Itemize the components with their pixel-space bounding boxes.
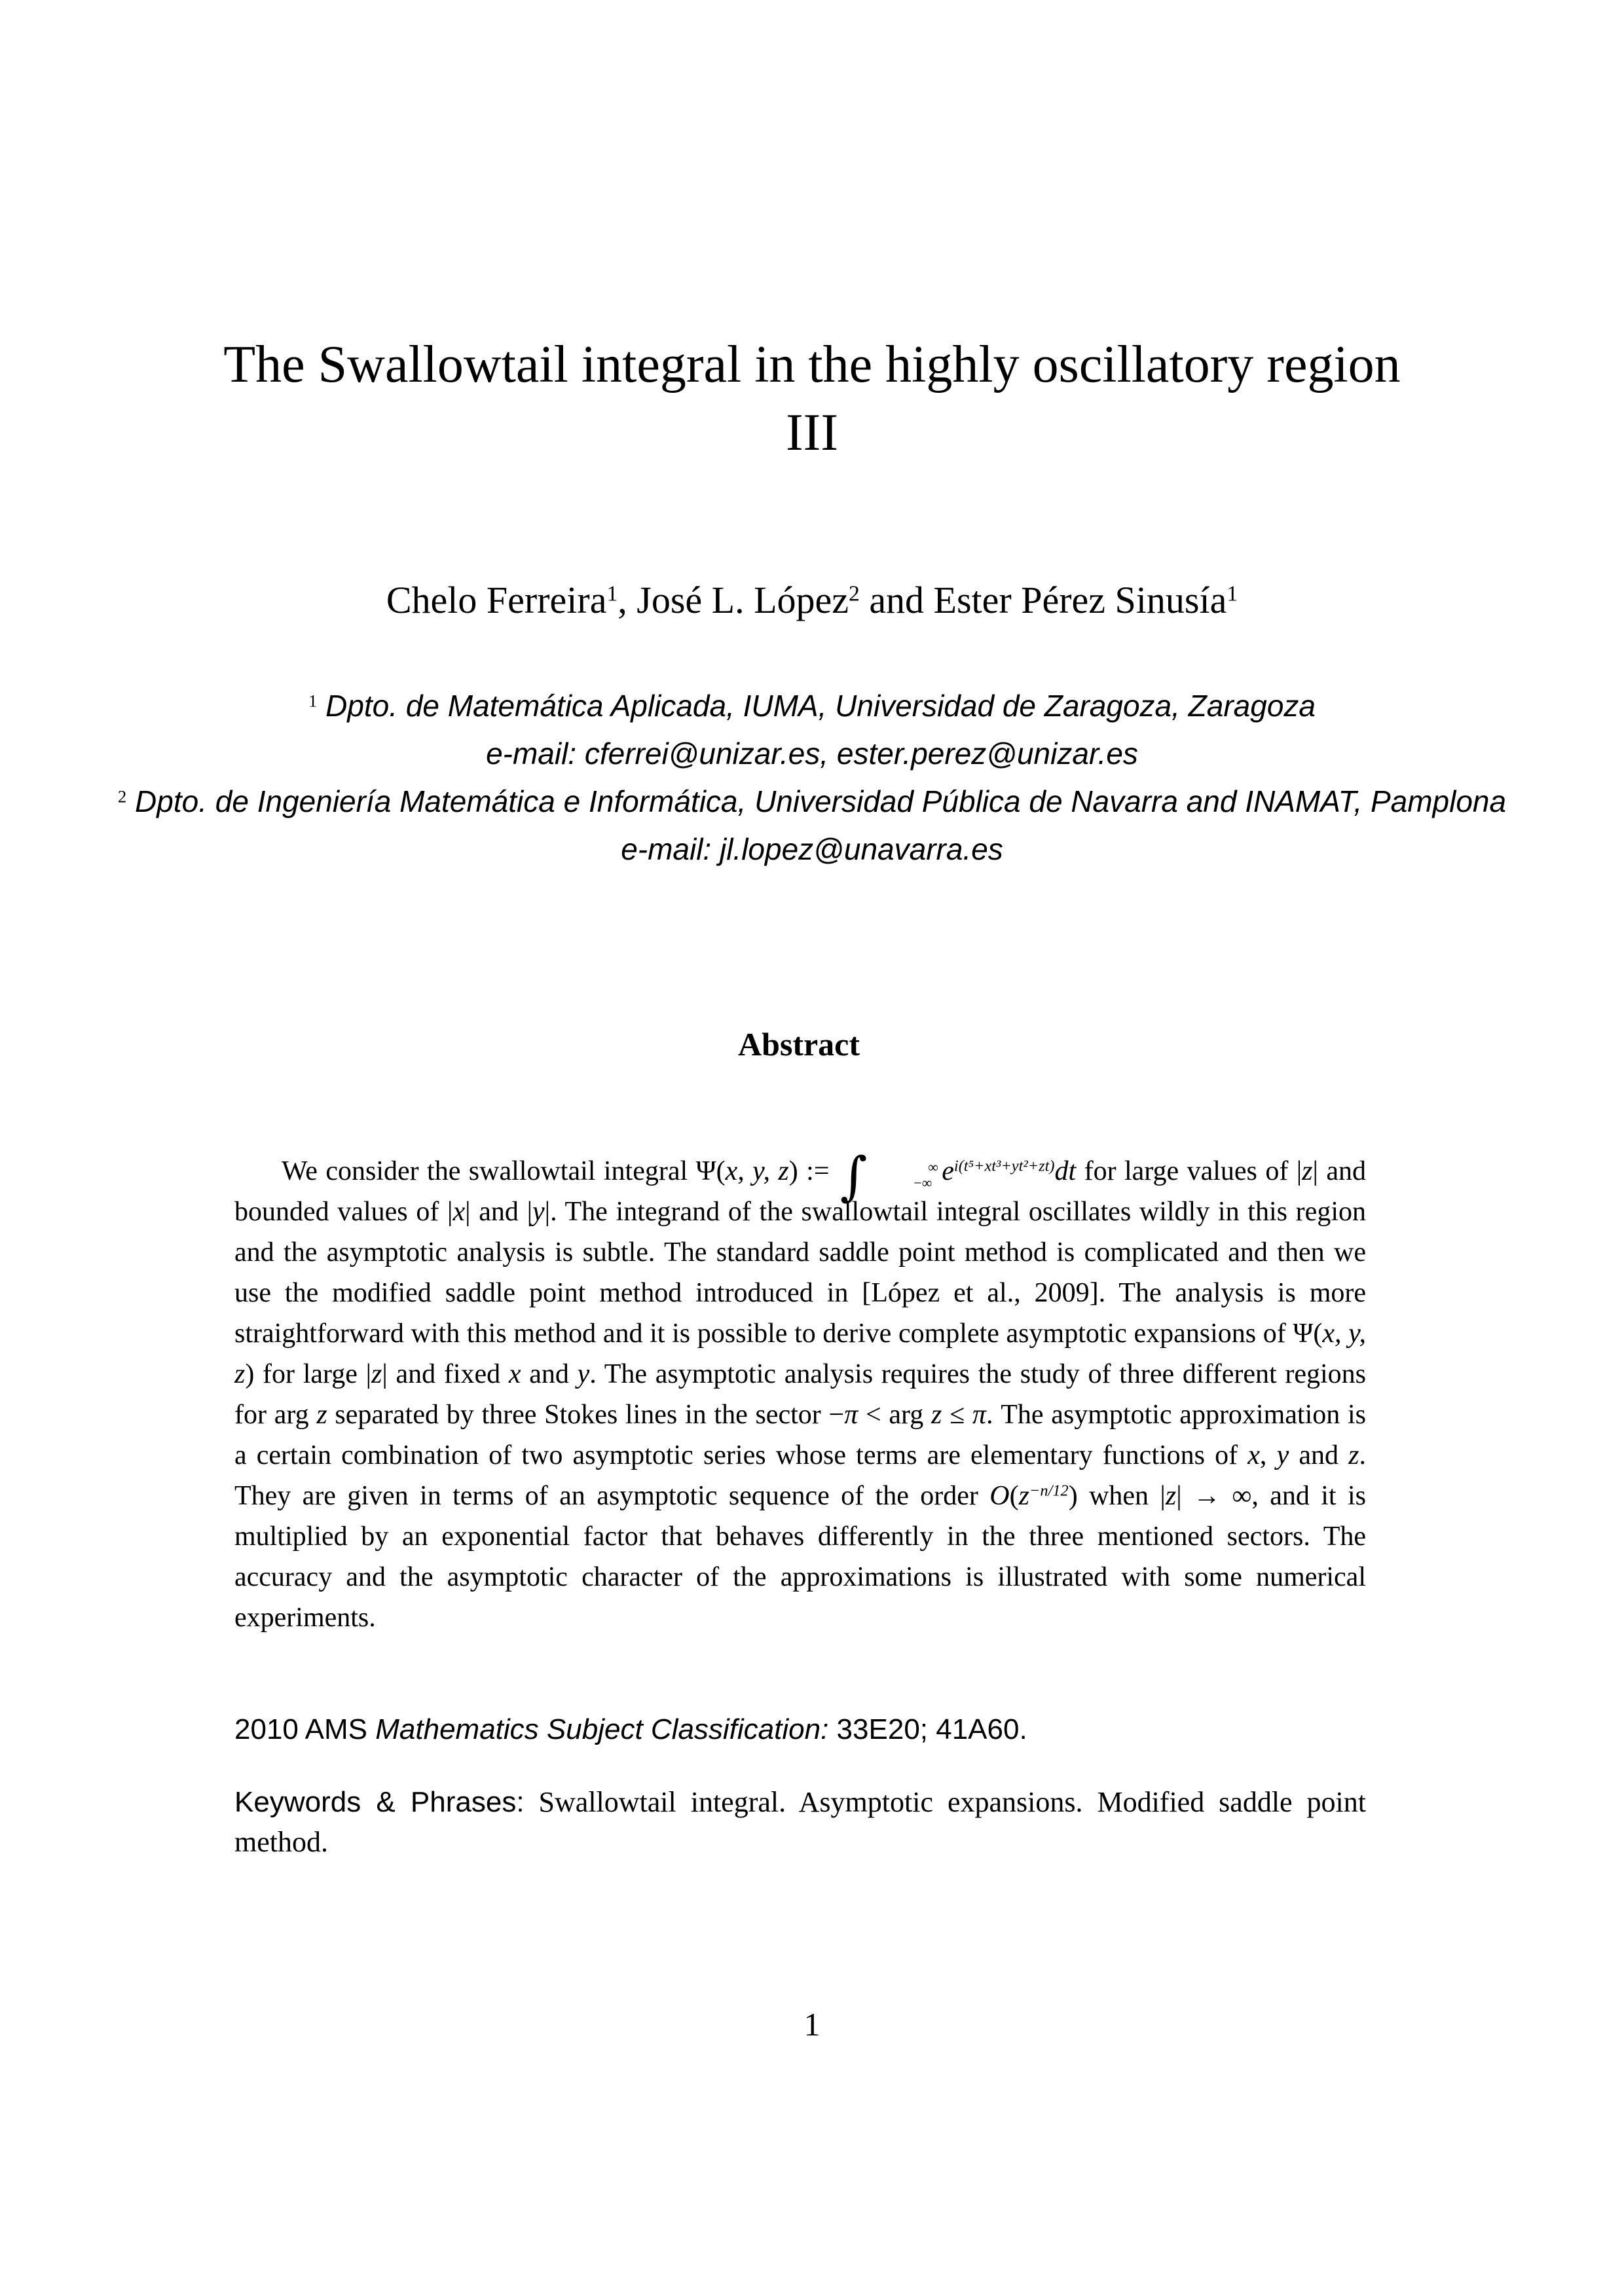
page-number: 1 (803, 2006, 821, 2043)
paper-title (0, 331, 1624, 467)
ams-classification: 2010 AMS Mathematics Subject Classification: 33E20; 41A60. (234, 1713, 1027, 1745)
affiliation-2-email: e-mail: jl.lopez@unavarra.es (621, 832, 1003, 866)
affiliation-1-email: e-mail: cferrei@unizar.es, ester.perez@unizar.es (486, 737, 1138, 771)
paper-title-line1: The Swallowtail integral in the highly oscillatory region (223, 336, 1401, 393)
abstract-heading: Abstract (737, 1026, 860, 1063)
paper-title-line2: III (786, 404, 838, 462)
affiliation-1: $^1$ Dpto. de Matemática Aplicada, IUMA, Universidad de Zaragoza, Zaragoza (308, 689, 1316, 723)
keywords-phrases: Keywords & Phrases: Swallowtail integral. Asymptotic expansions. Modified saddle point method. (234, 1786, 1367, 1858)
affiliation-2: $^2$ Dpto. de Ingeniería Matemática e Informática, Universidad Pública de Navarra and INAMAT, Pamplona (117, 784, 1507, 818)
abstract-text: We consider the swallowtail integral Ψ(x, y, z) := ∫ ∞ −∞ $e^{i(t^5+xt^3+yt^2+zt)}dt$ for large values of |z| and bounded values of |x| and |y|. The integrand of the swallowtail integral oscillates wildly in this region and the asymptotic analysis is subtle. The standard saddle point method is complicated and then we use the modified saddle point method introduced in [López et al., 2009]. The analysis is more straightforward with this method and it is possible to derive complete asymptotic expansions of Ψ(x, y, z) for large |z| and fixed x and y. The asymptotic analysis requires the study of three different regions for arg z separated by three Stokes lines in the sector −π < arg z ≤ π. The asymptotic approximation is a certain combination of two asymptotic series whose terms are elementary functions of x, y and z. They are given in terms of an asymptotic sequence of the order $O(z^{-n/12})$ when |z| → ∞, and it is multiplied by an exponential factor that behaves differently in the three mentioned sectors. The accuracy and the asymptotic character of the approximations is illustrated with some numerical experiments. (234, 1146, 1367, 1633)
affiliations-block (0, 682, 1624, 873)
authors-line: Chelo Ferreira$^1$, José L. López$^2$ and Ester Pérez Sinusía$^1$ (386, 579, 1238, 621)
